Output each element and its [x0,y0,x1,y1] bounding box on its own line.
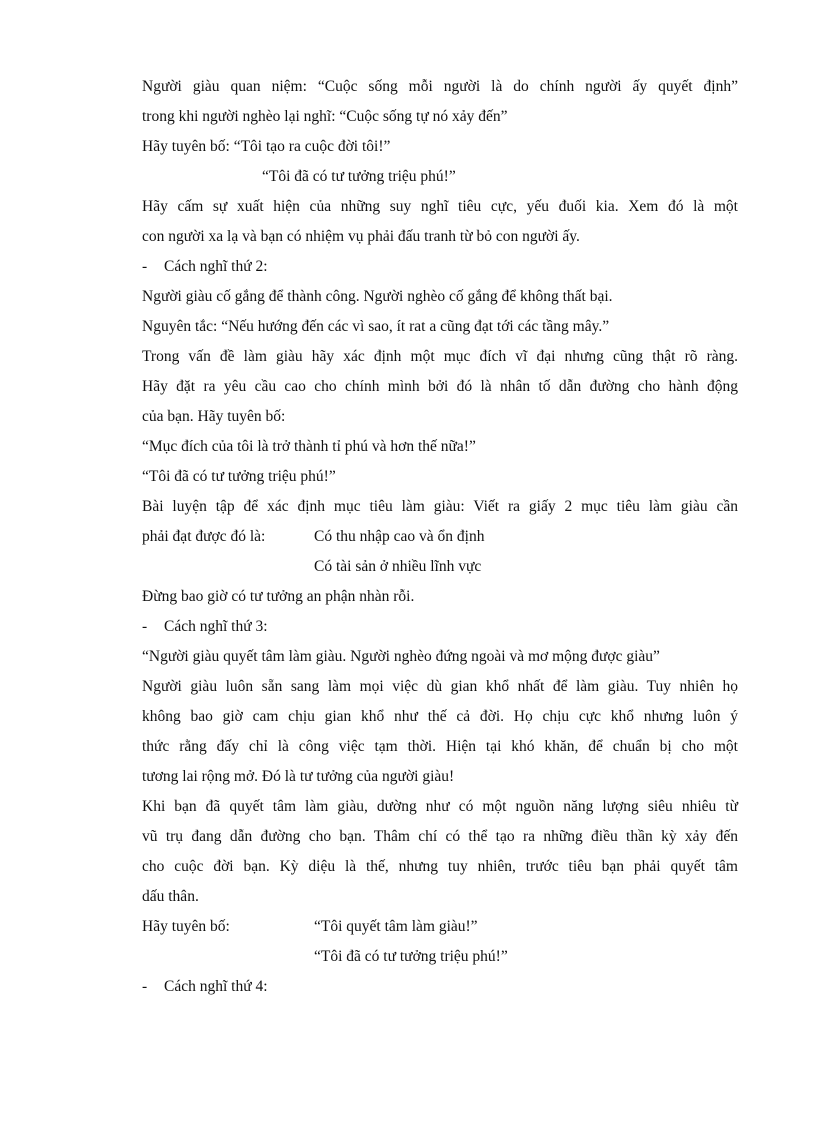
text-line: con người xa lạ và bạn có nhiệm vụ phải đấu tranh từ bỏ con người ấy. [142,228,580,245]
text-line: Hãy tuyên bố: “Tôi tạo ra cuộc đời tôi!” [142,138,391,155]
text-line: Hãy cấm sự xuất hiện của những suy nghĩ tiêu cực, yếu đuối kia. Xem đó là một [142,198,738,215]
bullet-item [142,612,738,642]
text-line: của bạn. Hãy tuyên bố: [142,408,286,425]
bullet-item [142,972,738,1002]
text-line: “Tôi đã có tư tưởng triệu phú!” [142,468,336,485]
text-line: trong khi người nghèo lại nghĩ: “Cuộc sống tự nó xảy đến” [142,108,508,125]
text-line: không bao giờ cam chịu gian khổ như thế cả đời. Họ chịu cực khổ nhưng luôn ý [142,708,738,725]
text-line: “Tôi đã có tư tưởng triệu phú!” [262,168,456,185]
text-line: Đừng bao giờ có tư tưởng an phận nhàn rỗi. [142,588,415,605]
text-line: tương lai rộng mở. Đó là tư tưởng của người giàu! [142,768,455,785]
text-line: “Mục đích của tôi là trở thành tỉ phú và hơn thế nữa!” [142,438,476,455]
bullet-dash: - [142,258,148,275]
text-line: Người giàu luôn sẵn sang làm mọi việc dù gian khổ nhất để làm giàu. Tuy nhiên họ [142,678,738,695]
bullet-dash: - [142,618,148,635]
text-line: vũ trụ đang dẫn đường cho bạn. Thâm chí có thể tạo ra những điều thần kỳ xảy đến [142,828,738,845]
bullet-text: Cách nghĩ thứ 2: [164,258,268,275]
text-line: Người giàu quan niệm: “Cuộc sống mỗi người là do chính người ấy quyết định” [142,78,738,95]
text-line: Bài luyện tập để xác định mục tiêu làm giàu: Viết ra giấy 2 mục tiêu làm giàu cần [142,498,738,515]
text-line: cho cuộc đời bạn. Kỳ diệu là thế, nhưng tuy nhiên, trước tiêu bạn phải quyết tâm [142,858,738,875]
document-page [142,72,738,1002]
goal-value: Có thu nhập cao và ổn định [314,528,485,545]
goal-label: phải đạt được đó là: [142,528,266,545]
text-line: Người giàu cố gắng để thành công. Người nghèo cố gắng để không thất bại. [142,288,613,305]
bullet-dash: - [142,978,148,995]
goal-row [142,522,738,552]
bullet-item [142,252,738,282]
text-line: Khi bạn đã quyết tâm làm giàu, dường như có một nguồn năng lượng siêu nhiêu từ [142,798,738,815]
declaration-label: Hãy tuyên bố: [142,918,230,935]
text-line: thức rằng đấy chỉ là công việc tạm thời. Hiện tại khó khăn, để chuẩn bị cho một [142,738,738,755]
declaration-value: “Tôi đã có tư tưởng triệu phú!” [314,948,508,965]
text-line: dấu thân. [142,888,199,905]
declaration-value: “Tôi quyết tâm làm giàu!” [314,918,478,935]
goal-value: Có tài sản ở nhiều lĩnh vực [314,558,482,575]
text-line: Trong vấn đề làm giàu hãy xác định một mục đích vĩ đại nhưng cũng thật rõ ràng. [142,348,738,365]
text-line: Nguyên tắc: “Nếu hướng đến các vì sao, ít rat a cũng đạt tới các tầng mây.” [142,318,610,335]
text-line: Hãy đặt ra yêu cầu cao cho chính mình bởi đó là nhân tố dẫn đường cho hành động [142,378,738,395]
declaration-row [142,912,738,942]
bullet-text: Cách nghĩ thứ 4: [164,978,268,995]
bullet-text: Cách nghĩ thứ 3: [164,618,268,635]
text-line: “Người giàu quyết tâm làm giàu. Người nghèo đứng ngoài và mơ mộng được giàu” [142,648,660,665]
